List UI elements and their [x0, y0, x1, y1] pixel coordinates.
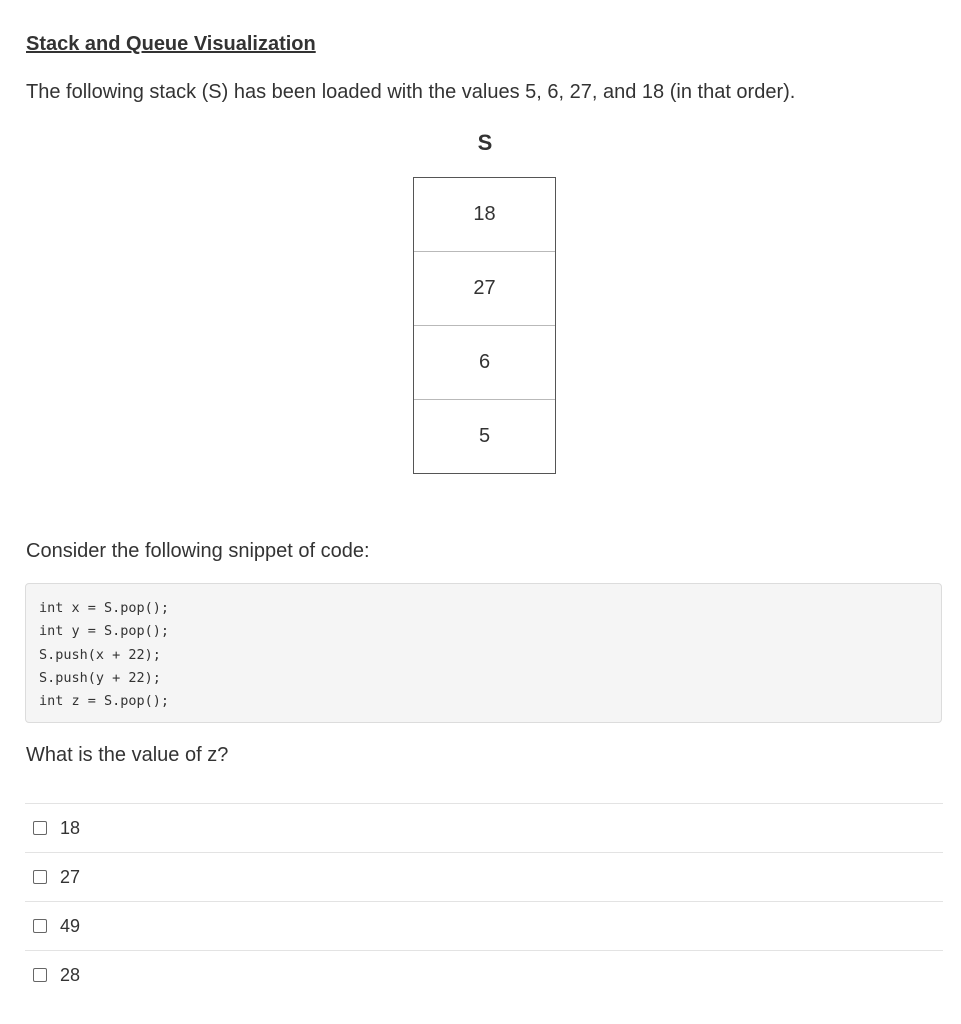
- code-line: S.push(y + 22);: [39, 669, 161, 686]
- code-line: int z = S.pop();: [39, 693, 170, 710]
- checkbox-icon[interactable]: [33, 870, 47, 884]
- answer-option-label: 27: [60, 866, 81, 887]
- answer-options: [25, 803, 943, 999]
- code-intro-text: Consider the following snippet of code:: [26, 540, 370, 562]
- stack-cell: 27: [414, 252, 555, 326]
- code-snippet: [25, 583, 942, 723]
- code-line: int y = S.pop();: [39, 623, 170, 640]
- intro-text: The following stack (S) has been loaded with the values 5, 6, 27, and 18 (in that order).: [26, 81, 796, 103]
- answer-option-1[interactable]: [25, 803, 943, 852]
- answer-option-label: 49: [60, 915, 81, 936]
- code-line: S.push(x + 22);: [39, 646, 161, 663]
- stack-label: S: [477, 130, 493, 155]
- stack-cell-bottom: 5: [414, 400, 555, 474]
- checkbox-icon[interactable]: [33, 968, 47, 982]
- code-line: int x = S.pop();: [39, 600, 170, 616]
- stack-cell-top: 18: [414, 178, 555, 252]
- checkbox-icon[interactable]: [33, 821, 47, 835]
- stack-cell: 6: [414, 326, 555, 400]
- answer-option-label: 18: [60, 817, 81, 838]
- checkbox-icon[interactable]: [33, 919, 47, 933]
- page-title: Stack and Queue Visualization: [26, 33, 316, 55]
- question-text: What is the value of z?: [26, 744, 229, 766]
- answer-option-4[interactable]: [25, 950, 943, 999]
- stack-diagram: [413, 177, 556, 474]
- answer-option-label: 28: [60, 964, 81, 985]
- answer-option-2[interactable]: [25, 852, 943, 901]
- answer-option-3[interactable]: [25, 901, 943, 950]
